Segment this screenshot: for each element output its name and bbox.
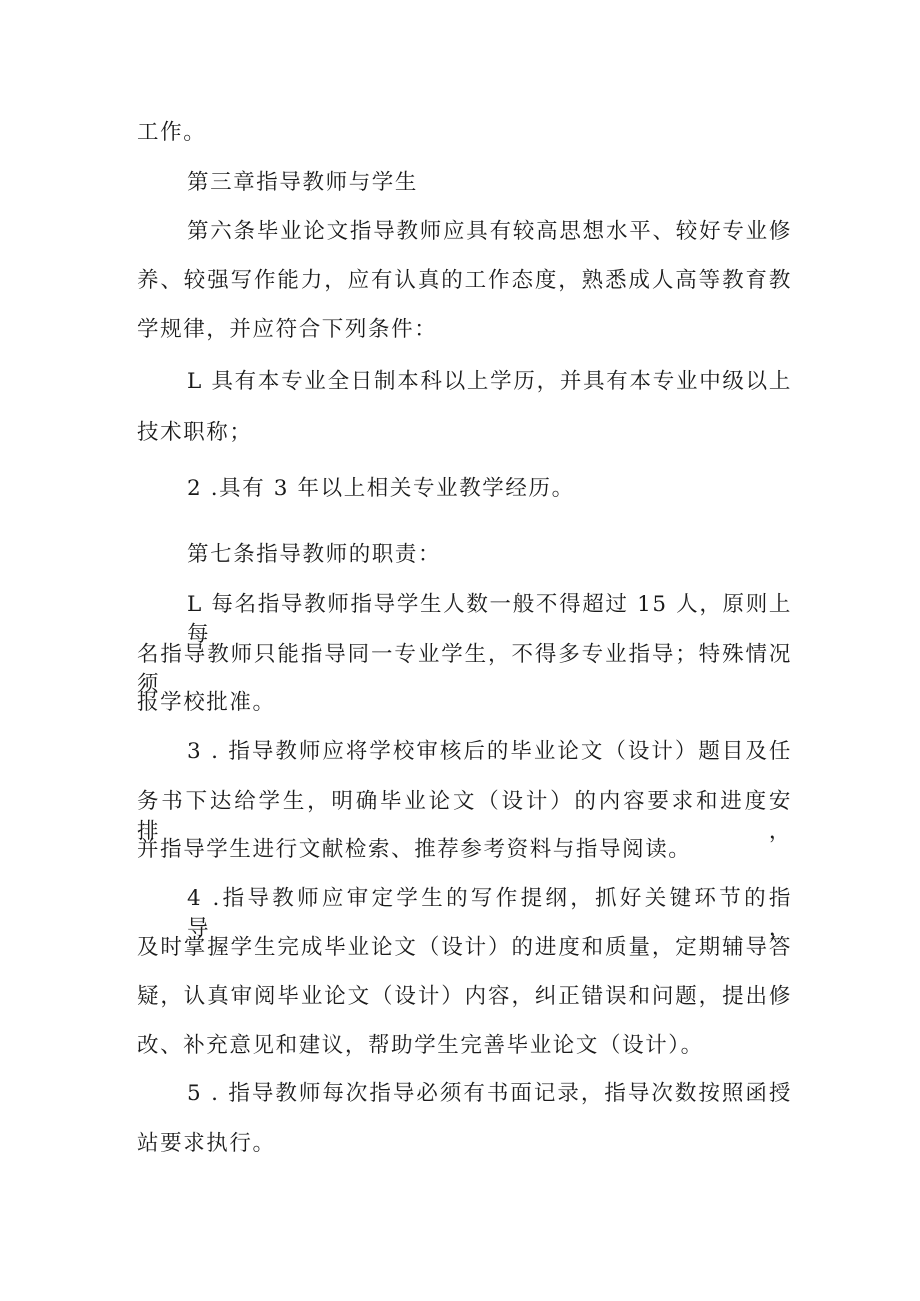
- text-line: 技术职称；: [137, 420, 253, 445]
- text-line: 务书下达给学生，明确毕业论文（设计）的内容要求和进度安排，: [137, 789, 792, 844]
- text-line: 及时掌握学生完成毕业论文（设计）的进度和质量，定期辅导答: [137, 935, 792, 960]
- text-line: 学规律，并应符合下列条件：: [137, 317, 438, 342]
- text-line: 第六条毕业论文指导教师应具有较高思想水平、较好专业修: [187, 219, 792, 244]
- text-line: 名指导教师只能指导同一专业学生，不得多专业指导；特殊情况须: [137, 642, 792, 697]
- text-line: 4 .指导教师应审定学生的写作提纲，抓好关键环节的指导，: [187, 886, 792, 941]
- text-line: 报学校批准。: [137, 690, 276, 715]
- text-line: 站要求执行。: [137, 1131, 276, 1156]
- text-line: 改、补充意见和建议，帮助学生完善毕业论文（设计）。: [137, 1033, 704, 1058]
- text-line: 2 .具有 3 年以上相关专业教学经历。: [187, 476, 575, 501]
- text-line: 养、较强写作能力，应有认真的工作态度，熟悉成人高等教育教: [137, 268, 792, 293]
- text-line: 工作。: [137, 120, 207, 145]
- text-line: 5 . 指导教师每次指导必须有书面记录，指导次数按照函授: [187, 1081, 792, 1106]
- text-line: 3 . 指导教师应将学校审核后的毕业论文（设计）题目及任: [187, 739, 792, 764]
- text-line: L 具有本专业全日制本科以上学历，并具有本专业中级以上: [187, 369, 792, 394]
- section-heading: 第七条指导教师的职责：: [187, 542, 442, 567]
- text-line: L 每名指导教师指导学生人数一般不得超过 15 人，原则上每: [187, 592, 792, 647]
- text-line: 并指导学生进行文献检索、推荐参考资料与指导阅读。: [137, 837, 692, 862]
- chapter-heading: 第三章指导教师与学生: [187, 170, 419, 195]
- text-line: 疑，认真审阅毕业论文（设计）内容，纠正错误和问题，提出修: [137, 984, 792, 1009]
